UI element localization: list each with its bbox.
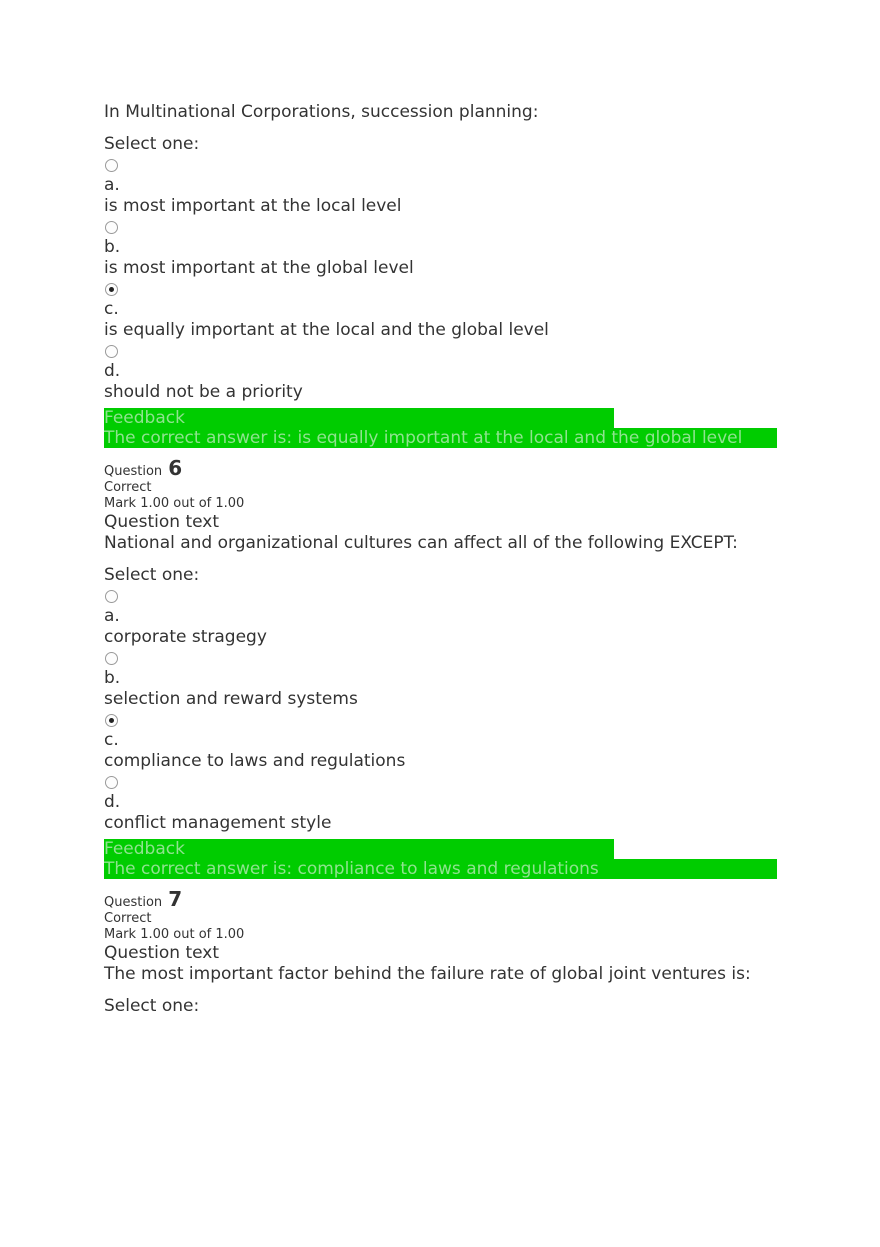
- question-number: 6: [168, 456, 183, 480]
- feedback-correct-answer: The correct answer is: compliance to laws and regulations: [104, 859, 777, 879]
- answer-option-b[interactable]: [104, 221, 804, 279]
- question-number: 7: [168, 887, 183, 911]
- option-letter: c.: [104, 299, 119, 319]
- question-text: In Multinational Corporations, succession planning:: [104, 102, 539, 122]
- option-letter: c.: [104, 730, 119, 750]
- feedback-box: [104, 408, 804, 448]
- option-text: is most important at the local level: [104, 196, 402, 216]
- question-label: Question: [104, 464, 163, 479]
- feedback-title: Feedback: [104, 839, 614, 859]
- option-text: selection and reward systems: [104, 689, 358, 709]
- option-text: is equally important at the local and the global level: [104, 320, 549, 340]
- question-label: Question: [104, 895, 163, 910]
- quiz-review: [104, 101, 804, 1017]
- question-info: [104, 456, 804, 532]
- question-text: The most important factor behind the failure rate of global joint ventures is:: [104, 964, 751, 984]
- question-number-line: [104, 456, 804, 480]
- feedback-box: [104, 839, 804, 879]
- radio-unchecked-icon[interactable]: [105, 652, 118, 665]
- question-grade: Mark 1.00 out of 1.00: [104, 927, 245, 942]
- option-text: should not be a priority: [104, 382, 303, 402]
- answer-option-d[interactable]: [104, 776, 804, 834]
- answer-option-c[interactable]: [104, 283, 804, 341]
- question-text-heading: Question text: [104, 512, 219, 532]
- answer-option-a[interactable]: [104, 590, 804, 648]
- option-text: compliance to laws and regulations: [104, 751, 406, 771]
- radio-unchecked-icon[interactable]: [105, 776, 118, 789]
- radio-unchecked-icon[interactable]: [105, 590, 118, 603]
- option-text: conflict management style: [104, 813, 332, 833]
- option-letter: a.: [104, 175, 120, 195]
- select-one-prompt: Select one:: [104, 565, 200, 585]
- option-letter: b.: [104, 237, 121, 257]
- radio-checked-icon[interactable]: [105, 283, 118, 296]
- feedback-title: Feedback: [104, 408, 614, 428]
- question-text: National and organizational cultures can affect all of the following EXCEPT:: [104, 533, 738, 553]
- feedback-correct-answer: The correct answer is: is equally important at the local and the global level: [104, 428, 777, 448]
- question-number-line: [104, 887, 804, 911]
- question-block: [104, 963, 804, 1017]
- question-grade: Mark 1.00 out of 1.00: [104, 496, 245, 511]
- option-letter: d.: [104, 792, 121, 812]
- radio-unchecked-icon[interactable]: [105, 345, 118, 358]
- option-letter: b.: [104, 668, 121, 688]
- question-state: Correct: [104, 911, 152, 926]
- answer-option-a[interactable]: [104, 159, 804, 217]
- question-block: [104, 532, 804, 879]
- question-text-heading: Question text: [104, 943, 219, 963]
- select-one-prompt: Select one:: [104, 996, 200, 1016]
- radio-unchecked-icon[interactable]: [105, 159, 118, 172]
- option-letter: d.: [104, 361, 121, 381]
- question-block: [104, 101, 804, 448]
- option-letter: a.: [104, 606, 120, 626]
- question-info: [104, 887, 804, 963]
- answer-option-b[interactable]: [104, 652, 804, 710]
- select-one-prompt: Select one:: [104, 134, 200, 154]
- answer-option-d[interactable]: [104, 345, 804, 403]
- question-state: Correct: [104, 480, 152, 495]
- option-text: is most important at the global level: [104, 258, 414, 278]
- radio-checked-icon[interactable]: [105, 714, 118, 727]
- option-text: corporate stragegy: [104, 627, 267, 647]
- answer-option-c[interactable]: [104, 714, 804, 772]
- radio-unchecked-icon[interactable]: [105, 221, 118, 234]
